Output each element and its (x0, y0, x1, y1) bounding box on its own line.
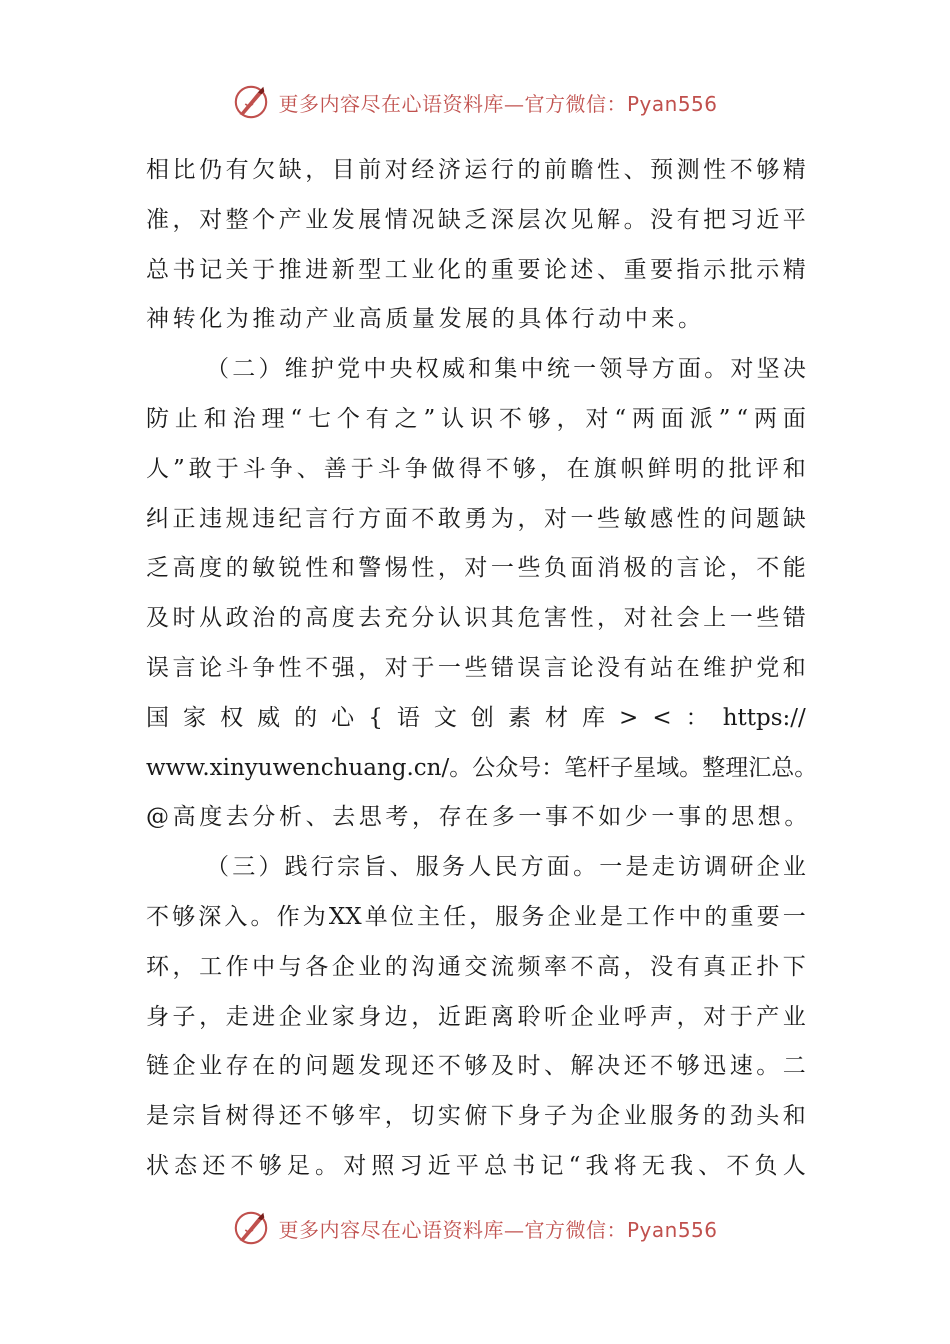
text-line: 总 书 记 关 于 推 进 新 型 工 业 化 的 重 要 论 述 、 重 要 指 示 批 示 精 (146, 256, 806, 283)
footer-banner (0, 1208, 950, 1248)
banner-wechat-id: Pyan556 (626, 91, 718, 116)
text-line: 神转化为推动产业高质量发展的具体行动中来。 (146, 306, 705, 333)
text-line: 身 子 ， 走 进 企 业 家 身 边 ， 近 距 离 聆 听 企 业 呼 声 ， 对 于 产 业 (146, 1003, 806, 1030)
text-line: 环 ， 工 作 中 与 各 企 业 的 沟 通 交 流 频 率 不 高 ， 没 有 真 正 扑 下 (146, 953, 806, 980)
text-line: 相 比 仍 有 欠 缺 ， 目 前 对 经 济 运 行 的 前 瞻 性 、 预 测 性 不 够 精 (146, 157, 806, 183)
text-line: 误 言 论 斗 争 性 不 强 ， 对 于 一 些 错 误 言 论 没 有 站 在 维 护 党 和 (146, 654, 806, 681)
text-line: 国 家 权 威 的 心 { 语 文 创 素 材 库 > < ： https:// (146, 704, 806, 731)
text-line: 纠 正 违 规 违 纪 言 行 方 面 不 敢 勇 为 ， 对 一 些 敏 感 性 的 问 题 缺 (146, 505, 806, 532)
text-line: 防 止 和 治 理 “ 七 个 有 之 ” 认 识 不 够 ， 对 “ 两 面 派 ” “ 两 面 (146, 405, 806, 432)
header-banner (0, 82, 950, 122)
text-line: 准 ， 对 整 个 产 业 发 展 情 况 缺 乏 深 层 次 见 解 。 没 有 把 习 近 平 (146, 206, 806, 233)
text-line: 链 企 业 存 在 的 问 题 发 现 还 不 够 及 时 、 解 决 还 不 够 迅 速 。 二 (146, 1053, 806, 1080)
text-line: @高度去分析、去思考，存在多一事不如少一事的思想。 (146, 804, 811, 831)
text-line: （ 二 ） 维 护 党 中 央 权 威 和 集 中 统 一 领 导 方 面 。 对 坚 决 (206, 356, 806, 383)
text-line: 不 够 深 入 。 作 为 XX 单 位 主 任 ， 服 务 企 业 是 工 作 中 的 重 要 一 (146, 903, 806, 930)
text-line: 状 态 还 不 够 足 。 对 照 习 近 平 总 书 记 “ 我 将 无 我 、 不 负 人 (146, 1152, 806, 1179)
document-body (146, 146, 818, 1192)
text-line: （ 三 ） 践 行 宗 旨 、 服 务 人 民 方 面 。 一 是 走 访 调 研 企 业 (206, 854, 806, 881)
text-line: 及 时 从 政 治 的 高 度 去 充 分 认 识 其 危 害 性 ， 对 社 会 上 一 些 错 (146, 605, 806, 632)
banner-wechat-id: Pyan556 (626, 1217, 718, 1242)
quill-pen-circle-icon (232, 83, 270, 121)
text-line: www.xinyuwenchuang.cn/ 。 公 众 号 ： 笔 杆 子 星 域 。 整 理 汇 总 。 (146, 754, 818, 781)
banner-text: 更多内容尽在心语资料库—官方微信：Pyan556 (278, 91, 718, 116)
quill-pen-circle-icon (232, 1209, 270, 1247)
banner-text: 更多内容尽在心语资料库—官方微信：Pyan556 (278, 1217, 718, 1242)
text-line: 乏 高 度 的 敏 锐 性 和 警 惕 性 ， 对 一 些 负 面 消 极 的 言 论 ， 不 能 (146, 555, 806, 582)
text-line: 是 宗 旨 树 得 还 不 够 牢 ， 切 实 俯 下 身 子 为 企 业 服 务 的 劲 头 和 (146, 1103, 806, 1130)
text-line: 人 ” 敢 于 斗 争 、 善 于 斗 争 做 得 不 够 ， 在 旗 帜 鲜 明 的 批 评 和 (146, 455, 806, 482)
